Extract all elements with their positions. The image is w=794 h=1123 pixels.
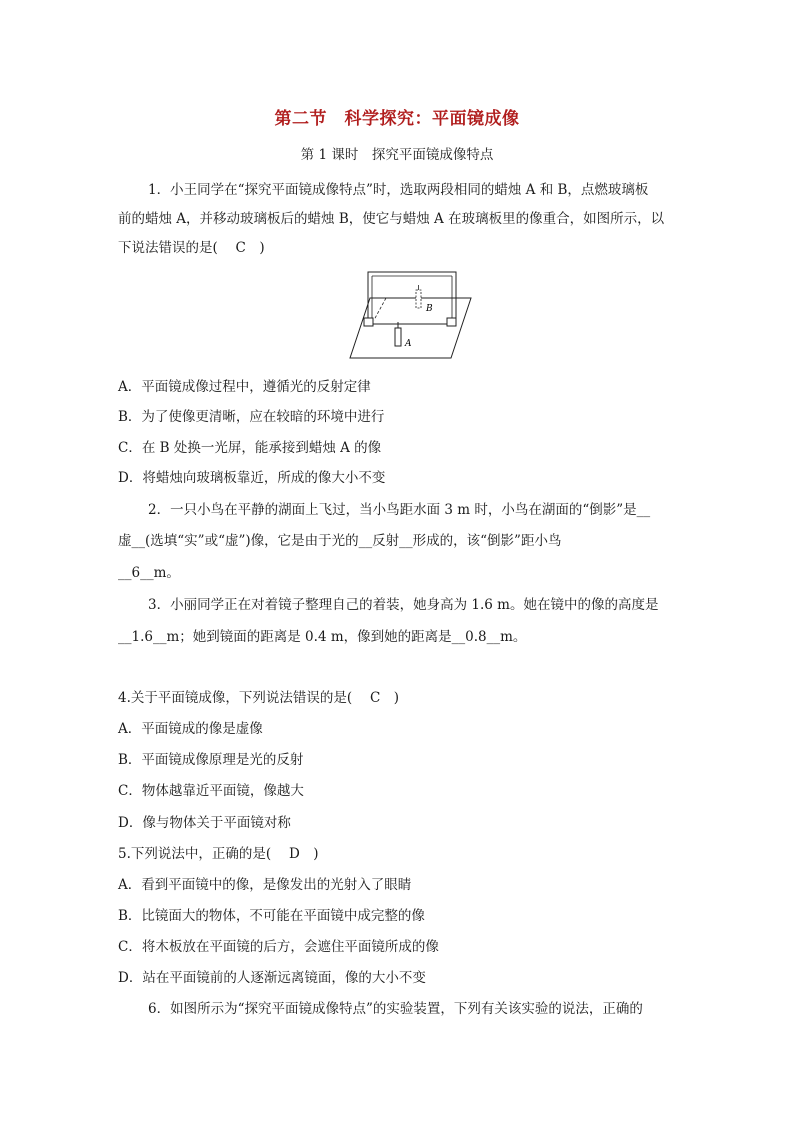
section-title: 第二节 科学探究：平面镜成像 [274, 109, 520, 129]
q4-option-b: B．平面镜成像原理是光的反射 [118, 752, 304, 768]
lesson-subtitle: 第 1 课时 探究平面镜成像特点 [300, 147, 494, 163]
q4-option-a: A．平面镜成的像是虚像 [118, 721, 263, 737]
q1-line-3: 下说法错误的是( C ) [118, 240, 265, 256]
q1-line-2: 前的蜡烛 A，并移动玻璃板后的蜡烛 B，使它与蜡烛 A 在玻璃板里的像重合，如图所示，以 [118, 211, 665, 227]
q4-option-c: C．物体越靠近平面镜，像越大 [118, 783, 304, 799]
q1-option-d: D．将蜡烛向玻璃板靠近，所成的像大小不变 [118, 470, 386, 486]
q1-option-b: B．为了使像更清晰，应在较暗的环境中进行 [118, 409, 385, 425]
q4-stem: 4.关于平面镜成像，下列说法错误的是( C ) [118, 690, 400, 706]
mirror-experiment-figure [348, 268, 473, 360]
q5-option-d: D．站在平面镜前的人逐渐远离镜面，像的大小不变 [118, 970, 426, 986]
q4-option-d: D．像与物体关于平面镜对称 [118, 815, 291, 831]
q2-line-2: 虚__(选填“实”或“虚”)像，它是由于光的__反射__形成的，该“倒影”距小鸟 [118, 533, 562, 549]
q2-line-1: 2．一只小鸟在平静的湖面上飞过，当小鸟距水面 3 m 时，小鸟在湖面的“倒影”是__ [148, 502, 651, 518]
q5-option-b: B．比镜面大的物体，不可能在平面镜中成完整的像 [118, 908, 425, 924]
q6-line-1: 6．如图所示为“探究平面镜成像特点”的实验装置，下列有关该实验的说法，正确的 [148, 1001, 643, 1017]
q1-option-c: C．在 B 处换一光屏，能承接到蜡烛 A 的像 [118, 440, 382, 456]
candle-b-label: B [426, 304, 433, 314]
q1-option-a: A．平面镜成像过程中，遵循光的反射定律 [118, 379, 371, 395]
q5-option-c: C．将木板放在平面镜的后方，会遮住平面镜所成的像 [118, 939, 439, 955]
q3-line-2: __1.6__m；她到镜面的距离是 0.4 m，像到她的距离是__0.8__m。 [118, 629, 527, 645]
q3-line-1: 3．小丽同学正在对着镜子整理自己的着装，她身高为 1.6 m。她在镜中的像的高度是 [148, 597, 659, 613]
q2-line-3: __6__m。 [118, 565, 180, 581]
q5-option-a: A．看到平面镜中的像，是像发出的光射入了眼睛 [118, 877, 412, 893]
q5-stem: 5.下列说法中，正确的是( D ) [118, 846, 319, 862]
q1-line-1: 1．小王同学在“探究平面镜成像特点”时，选取两段相同的蜡烛 A 和 B，点燃玻璃板 [148, 182, 649, 198]
candle-a-label: A [405, 339, 412, 349]
